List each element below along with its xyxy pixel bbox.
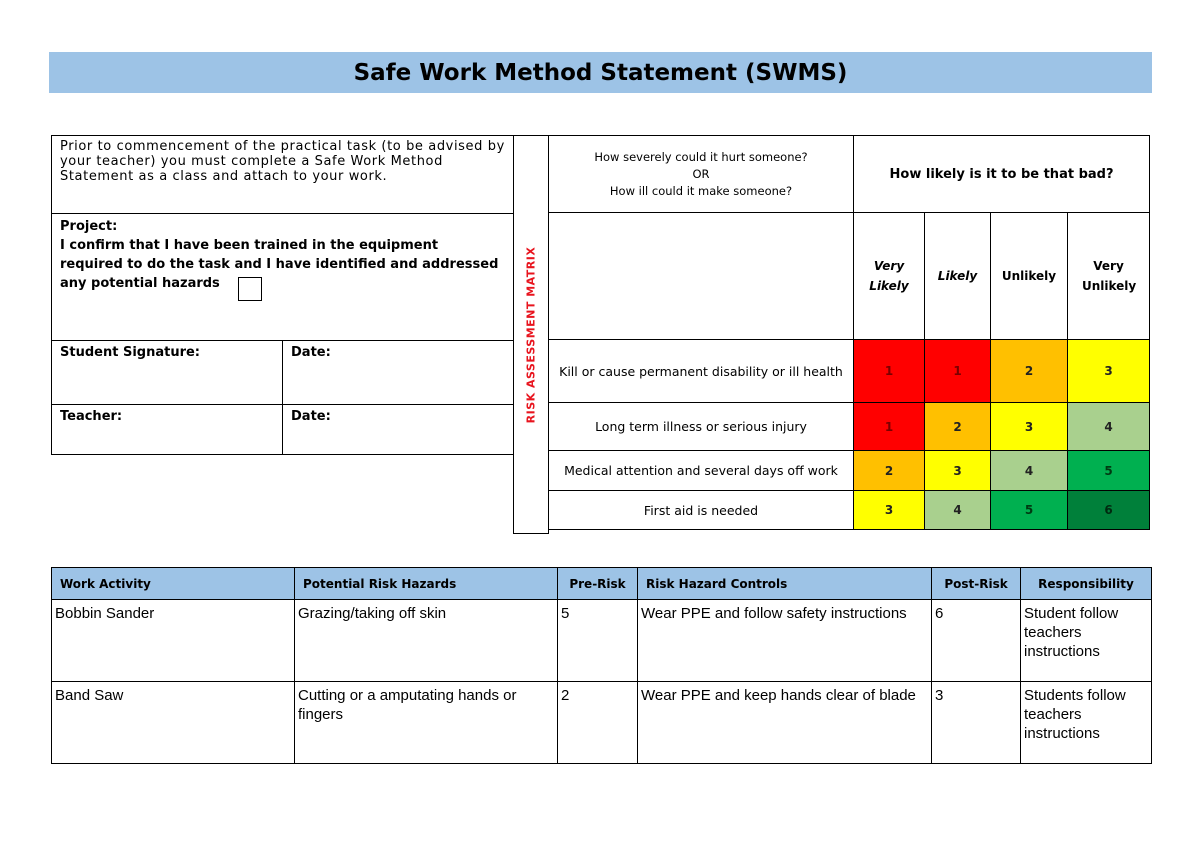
- likelihood-header-unlikely: Unlikely: [991, 213, 1068, 340]
- cell-responsibility[interactable]: Student follow teachers instructions: [1021, 600, 1152, 682]
- teacher-date-cell[interactable]: [283, 405, 514, 455]
- header-potential-risk-hazards: Potential Risk Hazards: [295, 568, 558, 600]
- page-title: Safe Work Method Statement (SWMS): [353, 59, 848, 86]
- confirm-statement: I confirm that I have been trained in the equipment required to do the task and I have identified and addressed any potential hazards: [60, 238, 499, 291]
- cell-post-risk[interactable]: 6: [932, 600, 1021, 682]
- project-cell: [52, 214, 514, 341]
- cell-work-activity[interactable]: Bobbin Sander: [52, 600, 295, 682]
- severity-question-line-3: How ill could it make someone?: [609, 183, 793, 198]
- cell-risk-hazard-controls[interactable]: Wear PPE and follow safety instructions: [638, 600, 932, 682]
- table-row: [52, 682, 1152, 764]
- severity-row-4: First aid is needed: [549, 491, 854, 530]
- likelihood-header-very-unlikely: Very Unlikely: [1068, 213, 1150, 340]
- cell-potential-risk-hazards[interactable]: Cutting or a amputating hands or fingers: [295, 682, 558, 764]
- project-label: Project:: [60, 219, 118, 234]
- risk-cell-4-1: 3: [854, 491, 925, 530]
- cell-pre-risk[interactable]: 5: [558, 600, 638, 682]
- confirm-checkbox[interactable]: [238, 277, 262, 301]
- severity-row-1: Kill or cause permanent disability or ill health: [549, 340, 854, 403]
- info-table: [51, 135, 514, 455]
- likelihood-header-likely: Likely: [925, 213, 991, 340]
- risk-matrix-vertical-label-cell: [513, 135, 549, 534]
- activities-table: [51, 567, 1152, 764]
- teacher-cell[interactable]: [52, 405, 283, 455]
- severity-question-line-2: OR: [692, 166, 710, 181]
- header-post-risk: Post-Risk: [932, 568, 1021, 600]
- risk-matrix-vertical-label: RISK ASSESSMENT MATRIX: [524, 246, 538, 423]
- title-banner: [49, 52, 1152, 93]
- student-date-cell[interactable]: [283, 341, 514, 405]
- teacher-label: Teacher:: [60, 409, 123, 424]
- risk-cell-4-2: 4: [925, 491, 991, 530]
- risk-cell-4-4: 6: [1068, 491, 1150, 530]
- cell-pre-risk[interactable]: 2: [558, 682, 638, 764]
- risk-cell-2-2: 2: [925, 403, 991, 451]
- severity-row-3: Medical attention and several days off work: [549, 451, 854, 491]
- risk-cell-1-3: 2: [991, 340, 1068, 403]
- risk-cell-1-2: 1: [925, 340, 991, 403]
- risk-matrix: [548, 135, 1150, 530]
- likelihood-title: How likely is it to be that bad?: [854, 136, 1150, 213]
- risk-cell-3-2: 3: [925, 451, 991, 491]
- risk-cell-2-1: 1: [854, 403, 925, 451]
- header-pre-risk: Pre-Risk: [558, 568, 638, 600]
- confirm-text: [60, 236, 505, 301]
- risk-cell-3-1: 2: [854, 451, 925, 491]
- cell-work-activity[interactable]: Band Saw: [52, 682, 295, 764]
- severity-row-2: Long term illness or serious injury: [549, 403, 854, 451]
- risk-cell-3-3: 4: [991, 451, 1068, 491]
- risk-cell-2-4: 4: [1068, 403, 1150, 451]
- student-signature-cell[interactable]: [52, 341, 283, 405]
- cell-potential-risk-hazards[interactable]: Grazing/taking off skin: [295, 600, 558, 682]
- risk-cell-4-3: 5: [991, 491, 1068, 530]
- cell-post-risk[interactable]: 3: [932, 682, 1021, 764]
- table-row: [52, 600, 1152, 682]
- risk-cell-2-3: 3: [991, 403, 1068, 451]
- severity-question-line-1: How severely could it hurt someone?: [594, 149, 808, 164]
- risk-cell-1-1: 1: [854, 340, 925, 403]
- likelihood-header-very-likely: Very Likely: [854, 213, 925, 340]
- teacher-date-label: Date:: [291, 409, 331, 424]
- header-work-activity: Work Activity: [52, 568, 295, 600]
- risk-cell-3-4: 5: [1068, 451, 1150, 491]
- severity-question: [549, 136, 854, 213]
- cell-responsibility[interactable]: Students follow teachers instructions: [1021, 682, 1152, 764]
- student-date-label: Date:: [291, 345, 331, 360]
- header-risk-hazard-controls: Risk Hazard Controls: [638, 568, 932, 600]
- risk-cell-1-4: 3: [1068, 340, 1150, 403]
- header-responsibility: Responsibility: [1021, 568, 1152, 600]
- student-signature-label: Student Signature:: [60, 345, 200, 360]
- cell-risk-hazard-controls[interactable]: Wear PPE and keep hands clear of blade: [638, 682, 932, 764]
- matrix-blank-header: [549, 213, 854, 340]
- intro-text: Prior to commencement of the practical task (to be advised by your teacher) you must complete a Safe Work Method Statement as a class and attach to your work.: [52, 136, 514, 214]
